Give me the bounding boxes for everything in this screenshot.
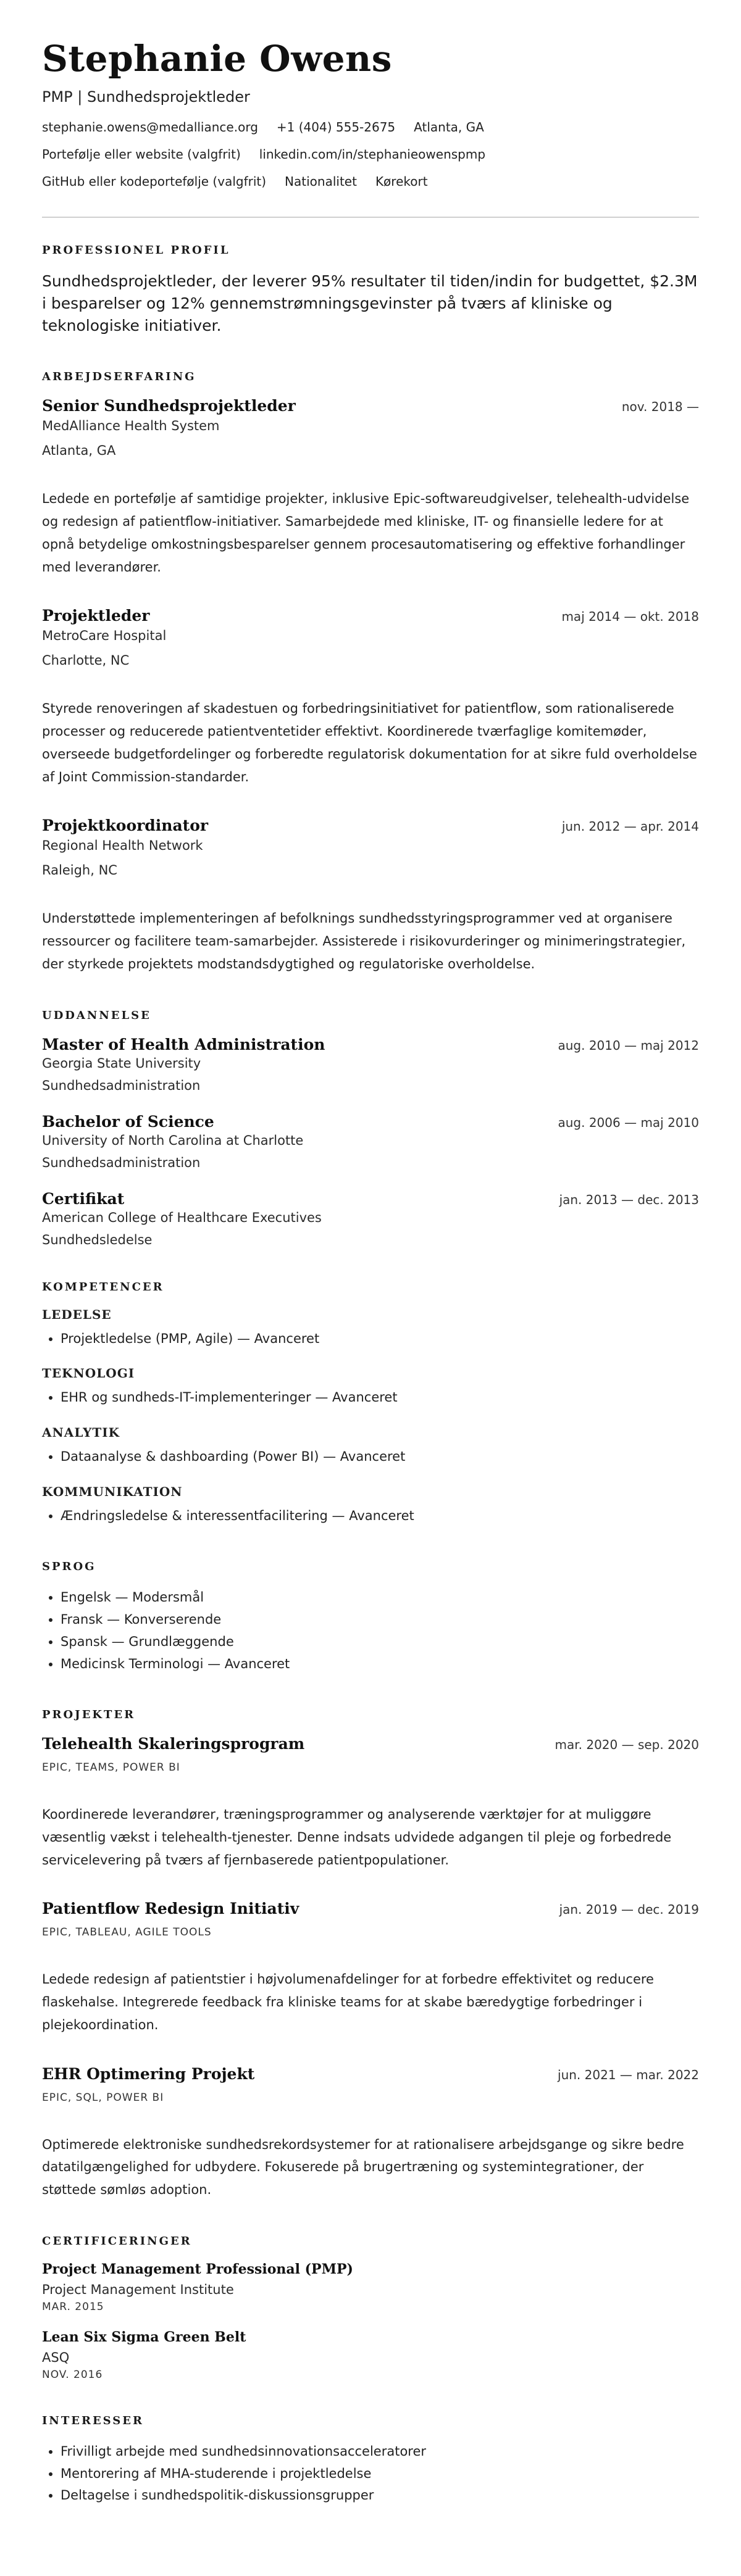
job-entry <box>42 816 699 975</box>
education-entry <box>42 1113 699 1170</box>
section-heading: SPROG <box>42 1560 96 1574</box>
certification-date: NOV. 2016 <box>42 2368 103 2381</box>
job-location: Charlotte, NC <box>42 653 130 668</box>
skill-item: • EHR og sundheds-IT-implementeringer — Avanceret <box>61 1387 699 1409</box>
study-field: Sundhedsadministration <box>42 1155 201 1170</box>
skill-category: KOMMUNIKATION <box>42 1484 183 1499</box>
project-tech: EPIC, TEAMS, POWER BI <box>42 1761 180 1774</box>
project-tech: EPIC, TABLEAU, AGILE TOOLS <box>42 1926 212 1939</box>
interest-item: • Frivilligt arbejde med sundhedsinnovationsacceleratorer <box>61 2441 699 2463</box>
interest-item: • Deltagelse i sundhedspolitik-diskussionsgrupper <box>61 2485 699 2507</box>
job-entry <box>42 607 699 788</box>
project-description: Optimerede elektroniske sundhedsrekordsystemer for at rationalisere arbejdsgange og sikre bedre datatilgængelighed for udbydere. Fokuserede på brugertræning og systemintegrationer, der støttede sømløs adoption. <box>42 2137 684 2198</box>
project-tech: EPIC, SQL, POWER BI <box>42 2091 164 2104</box>
language-list <box>42 1587 699 1675</box>
section-heading: PROFESSIONEL PROFIL <box>42 243 230 257</box>
project-entry <box>42 1900 699 2036</box>
job-title: Projektkoordinator <box>42 816 209 835</box>
section-heading: UDDANNELSE <box>42 1008 151 1022</box>
school-name: Georgia State University <box>42 1055 201 1071</box>
skill-group <box>42 1425 699 1468</box>
language-item: • Medicinsk Terminologi — Avanceret <box>61 1653 699 1676</box>
candidate-name: Stephanie Owens <box>42 38 392 80</box>
project-title: EHR Optimering Projekt <box>42 2064 255 2083</box>
language-item: • Spansk — Grundlæggende <box>61 1631 699 1653</box>
education-entry <box>42 1036 699 1093</box>
degree-title: Bachelor of Science <box>42 1112 214 1131</box>
certification-entry <box>42 2329 699 2381</box>
location-text: Atlanta, GA <box>414 119 484 135</box>
projects-section <box>42 1708 699 2201</box>
project-entry <box>42 2065 699 2201</box>
job-employer: MetroCare Hospital <box>42 628 167 644</box>
job-location: Atlanta, GA <box>42 443 116 459</box>
project-description: Ledede redesign af patientstier i højvolumenafdelinger for at forbedre effektivitet og reducere flaskehalse. Integrerede feedback fra kliniske teams for at skabe bæredygtige forbedringer i plejekoordination. <box>42 1972 654 2032</box>
school-name: American College of Healthcare Executives <box>42 1210 322 1225</box>
job-entry <box>42 397 699 578</box>
nationality-text: Nationalitet <box>285 173 357 189</box>
candidate-title: PMP | Sundhedsprojektleder <box>42 88 250 106</box>
study-field: Sundhedsadministration <box>42 1078 201 1093</box>
education-entry <box>42 1190 699 1247</box>
education-dates: aug. 2006 — maj 2010 <box>558 1115 699 1130</box>
job-description: Understøttede implementeringen af befolknings sundhedsstyringsprogrammer ved at organisere ressourcer og facilitere team-samarbejder. Assisterede i risikovurderinger og minimeringstrategier, der styrkede projektets modstandsdygtighed og regulatoriske overholdelse. <box>42 911 686 971</box>
language-item: • Fransk — Konverserende <box>61 1609 699 1631</box>
project-dates: jun. 2021 — mar. 2022 <box>558 2067 699 2082</box>
job-dates: nov. 2018 — <box>621 399 699 415</box>
project-dates: jan. 2019 — dec. 2019 <box>559 1902 699 1917</box>
header-divider <box>42 217 699 218</box>
language-item: • Engelsk — Modersmål <box>61 1587 699 1609</box>
languages-section <box>42 1560 699 1675</box>
portfolio-link[interactable]: Portefølje eller website (valgfrit) <box>42 146 241 162</box>
job-dates: maj 2014 — okt. 2018 <box>561 609 699 625</box>
interest-item: • Mentorering af MHA-studerende i projektledelse <box>61 2463 699 2485</box>
certifications-section <box>42 2235 699 2381</box>
degree-title: Master of Health Administration <box>42 1035 325 1053</box>
job-description: Ledede en portefølje af samtidige projekter, inklusive Epic-softwareudgivelser, telehealth-udvidelse og redesign af patientflow-initiativer. Samarbejdede med kliniske, IT- og finansielle ledere for at opnå betydelige omkostningsbesparelser gennem procesautomatisering og effektive forhandlinger med leverandører. <box>42 491 690 575</box>
section-heading: CERTIFICERINGER <box>42 2234 192 2248</box>
skill-item: • Ændringsledelse & interessentfacilitering — Avanceret <box>61 1505 699 1527</box>
skills-section <box>42 1281 699 1527</box>
skill-group <box>42 1307 699 1350</box>
study-field: Sundhedsledelse <box>42 1232 153 1247</box>
contact-row-extra <box>42 173 699 189</box>
section-heading: PROJEKTER <box>42 1708 136 1722</box>
experience-section <box>42 370 699 975</box>
project-entry <box>42 1735 699 1871</box>
section-heading: ARBEJDSERFARING <box>42 370 196 384</box>
project-description: Koordinerede leverandører, træningsprogrammer og analyserende værktøjer for at muliggøre væsentlig vækst i telehealth-tjenester. Denne indsats udvidede adgangen til pleje og forbedrede servicelevering på tværs af fjernbaserede patientpopulationer. <box>42 1807 672 1868</box>
github-link[interactable]: GitHub eller kodeportefølje (valgfrit) <box>42 173 267 189</box>
skill-group <box>42 1484 699 1527</box>
certification-issuer: ASQ <box>42 2350 70 2365</box>
license-text: Kørekort <box>375 173 428 189</box>
education-dates: aug. 2010 — maj 2012 <box>558 1037 699 1053</box>
interest-list <box>42 2441 699 2507</box>
profile-summary: Sundhedsprojektleder, der leverer 95% resultater til tiden/indin for budgettet, $2.3M i besparelser og 12% gennemstrømningsgevinster på tværs af kliniske og teknologiske initiativer. <box>42 272 698 335</box>
job-title: Projektleder <box>42 607 150 625</box>
skill-category: LEDELSE <box>42 1307 112 1322</box>
linkedin-link[interactable]: linkedin.com/in/stephanieowenspmp <box>259 146 486 162</box>
job-employer: MedAlliance Health System <box>42 418 220 434</box>
phone-number[interactable]: +1 (404) 555-2675 <box>276 119 396 135</box>
interests-section <box>42 2414 699 2507</box>
skill-category: ANALYTIK <box>42 1425 120 1440</box>
education-dates: jan. 2013 — dec. 2013 <box>559 1192 699 1207</box>
job-description: Styrede renoveringen af skadestuen og forbedringsinitiativet for patientflow, som rationaliserede processer og reducerede patientventetider effektivt. Koordinerede tværfaglige komitemøder, overseede budgetfordelinger og forberedte regulatorisk dokumentation for at sikre fuld overholdelse af Joint Commission-standarder. <box>42 701 697 784</box>
school-name: University of North Carolina at Charlotte <box>42 1132 304 1148</box>
certification-entry <box>42 2261 699 2313</box>
skill-category: TEKNOLOGI <box>42 1366 135 1381</box>
project-dates: mar. 2020 — sep. 2020 <box>555 1737 699 1753</box>
certification-issuer: Project Management Institute <box>42 2282 234 2297</box>
project-title: Patientflow Redesign Initiativ <box>42 1900 299 1918</box>
certification-date: MAR. 2015 <box>42 2300 104 2313</box>
certification-name: Lean Six Sigma Green Belt <box>42 2329 246 2345</box>
profile-section <box>42 244 699 338</box>
education-section <box>42 1009 699 1247</box>
degree-title: Certifikat <box>42 1189 125 1208</box>
section-heading: KOMPETENCER <box>42 1280 164 1294</box>
contact-row-primary <box>42 119 699 135</box>
section-heading: INTERESSER <box>42 2414 144 2427</box>
email-link[interactable]: stephanie.owens@medalliance.org <box>42 119 258 135</box>
skill-group <box>42 1366 699 1409</box>
job-employer: Regional Health Network <box>42 838 203 854</box>
project-title: Telehealth Skaleringsprogram <box>42 1735 305 1753</box>
job-location: Raleigh, NC <box>42 863 117 878</box>
skill-item: • Dataanalyse & dashboarding (Power BI) — Avanceret <box>61 1446 699 1468</box>
certification-name: Project Management Professional (PMP) <box>42 2261 353 2277</box>
skill-item: • Projektledelse (PMP, Agile) — Avanceret <box>61 1328 699 1350</box>
job-title: Senior Sundhedsprojektleder <box>42 397 296 415</box>
contact-row-links <box>42 146 699 162</box>
job-dates: jun. 2012 — apr. 2014 <box>561 819 699 834</box>
